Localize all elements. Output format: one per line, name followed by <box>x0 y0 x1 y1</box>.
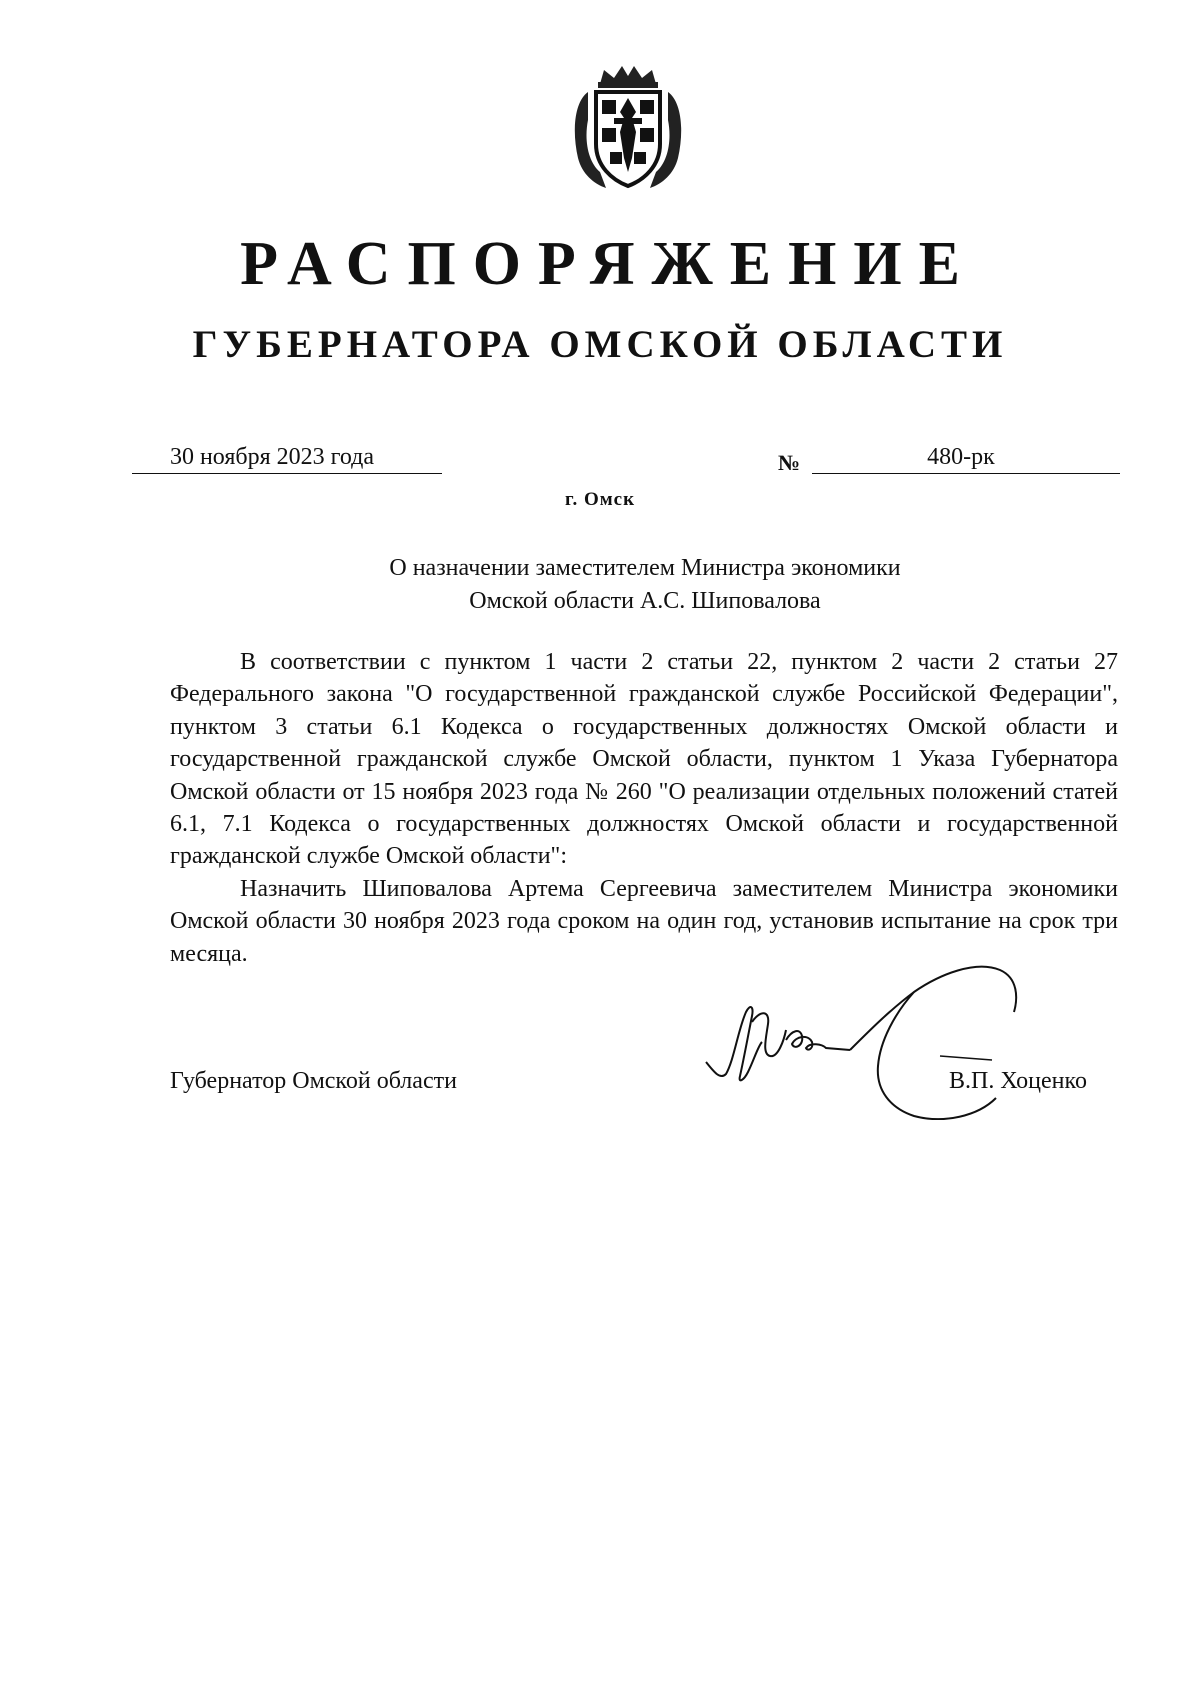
subject-line-2: Омской области А.С. Шиповалова <box>469 588 821 614</box>
coat-of-arms-icon <box>570 62 686 192</box>
document-body <box>170 646 1118 970</box>
issue-city: г. Омск <box>564 489 636 510</box>
document-number: 480-рк <box>812 440 1120 474</box>
issuer-heading: ГУБЕРНАТОРА ОМСКОЙ ОБЛАСТИ <box>192 323 1008 366</box>
document-type-heading: РАСПОРЯЖЕНИЕ <box>240 230 977 298</box>
body-paragraph-appointment: Назначить Шиповалова Артема Сергеевича заместителем Министра экономики Омской области 30 ноября 2023 года сроком на один год, установив испытание на срок три месяца. <box>170 875 1118 967</box>
document-date: 30 ноября 2023 года <box>132 440 442 474</box>
document-subject <box>250 552 1040 618</box>
signatory-name: В.П. Хоценко <box>949 1068 1087 1094</box>
body-paragraph-legal-basis: В соответствии с пунктом 1 части 2 статьи 22, пунктом 2 части 2 статьи 27 Федерального закона "О государственной гражданской службе Российской Федерации", пунктом 3 статьи 6.1 Кодекса о государственных должностях Омской области и государственной гражданской службе Омской области, пунктом 1 Указа Губернатора Омской области от 15 ноября 2023 года № 260 "О реализации отдельных положений статей 6.1, 7.1 Кодекса о государственных должностях Омской области и государственной гражданской службе Омской области": <box>170 649 1118 870</box>
subject-line-1: О назначении заместителем Министра экономики <box>389 555 901 581</box>
signatory-position: Губернатор Омской области <box>170 1068 457 1094</box>
number-sign: № <box>778 450 801 475</box>
